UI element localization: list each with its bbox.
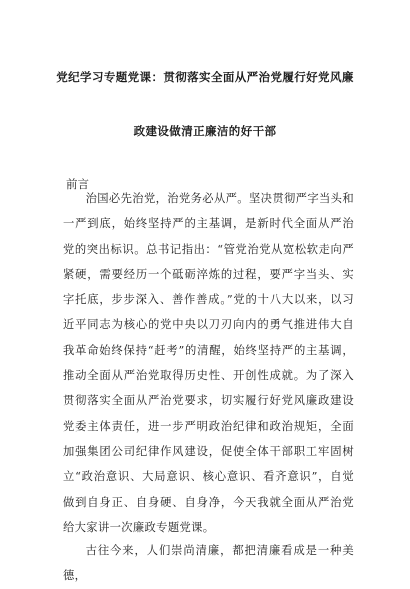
- paragraph-second: 古往今来，人们崇尚清廉，都把清廉看成是一种美德，: [63, 544, 354, 583]
- document-title-line-1: 党纪学习专题党课：贯彻落实全面从严治党履行好党风廉: [56, 70, 354, 84]
- paragraph-intro: 治国必先治党，治党务必从严。坚决贯彻严字当头和一严到底，始终坚持严的主基调，是新时代全面从严治党的突出标识。总书记指出：“管党治党从宽松软走向严紧硬，需要经历一个砥砺淬炼的过程，要严字当头、实字托底，步步深入、善作善成。”党的十八大以来，以习近平同志为核心的党中央以刀刃向内的勇气推进伟大自我革命始终保持“赶考”的清醒，始终坚持严的主基调，推动全面从严治党取得历史性、开创性成就。为了深入贯彻落实全面从严治党要求，切实履行好党风廉政建设党委主体责任，进一步严明政治纪律和政治规矩，全面加强集团公司纪律作风建设，促使全体干部职工牢固树立“政治意识、大局意识、核心意识、看齐意识”，自觉做到自身正、自身硬、自身净，今天我就全面从严治党给大家讲一次廉政专题党课。: [63, 192, 354, 534]
- document-title-line-2: 政建设做清正廉洁的好干部: [133, 124, 277, 138]
- section-heading: 前言: [66, 177, 89, 191]
